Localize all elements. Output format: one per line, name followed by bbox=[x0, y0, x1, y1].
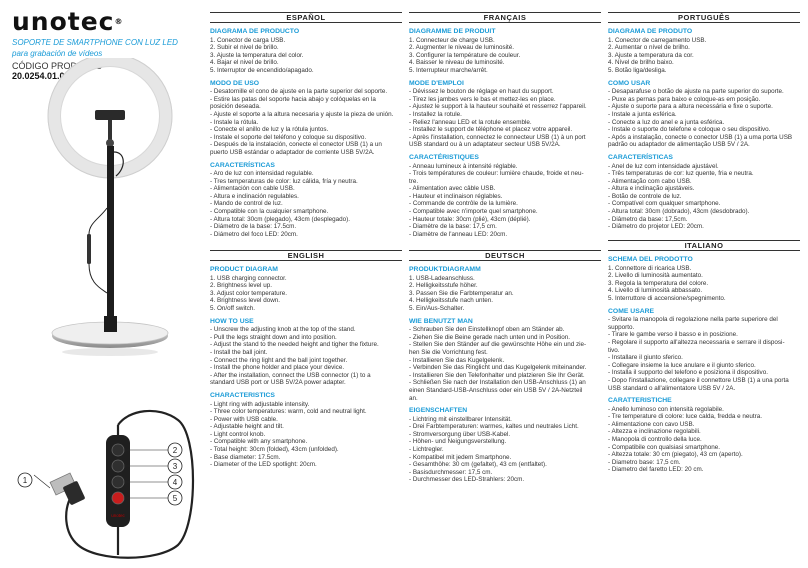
phone-holder bbox=[95, 110, 125, 120]
usage-step: - Estire las patas del soporte hacia abajo y colóquelas en la bbox=[210, 95, 376, 103]
diagram-item: 4. Livello di luminosità abbassato. bbox=[608, 287, 703, 295]
language-heading: ENGLISH bbox=[210, 250, 402, 261]
usage-step: - Ajuste el soporte a la altura necesaria y ajuste la pieza de unión. bbox=[210, 110, 394, 118]
characteristic-item: - Anello luminoso con intensità regolabile. bbox=[608, 405, 724, 413]
usage-step: posición deseada. bbox=[210, 103, 261, 111]
characteristic-item: - Diâmetro do projetor LED: 20cm. bbox=[608, 223, 704, 231]
ring-light-illustration bbox=[8, 58, 208, 370]
characteristic-item: - Three color temperatures: warm, cold and neutral light. bbox=[210, 408, 367, 416]
diagram-item: 3. Regola la temperatura del colore. bbox=[608, 279, 709, 287]
language-heading: ESPAÑOL bbox=[210, 12, 402, 23]
product-code-label: CÓDIGO PRODUCTO bbox=[12, 61, 103, 71]
characteristic-item: - Alimentation avec câble USB. bbox=[409, 185, 496, 193]
usage-heading: WIE BENUTZT MAN bbox=[409, 317, 473, 325]
usage-step: - Verbinden Sie das Ringlicht und das Kugelgelenk miteinander. bbox=[409, 364, 587, 372]
usage-step: - Connect the ring light and the ball joint together. bbox=[210, 356, 348, 364]
brand-logo: unotec® bbox=[12, 7, 124, 36]
characteristic-item: - Adjustable height and tilt. bbox=[210, 423, 284, 431]
usage-step: USB standard o all'alimentatore USB 5V / 2A. bbox=[608, 384, 736, 392]
diagram-item: 4. Brightness level down. bbox=[210, 297, 281, 305]
usage-step: - Unscrew the adjusting knob at the top of the stand. bbox=[210, 326, 356, 334]
cable-remote bbox=[87, 234, 91, 264]
stand-pole bbox=[107, 146, 114, 322]
characteristic-item: - Diámetro de la base: 17.5cm. bbox=[210, 223, 297, 231]
usage-step: - Ziehen Sie die Beine gerade nach unten und in Position. bbox=[409, 333, 571, 341]
characteristics-heading: CARACTERÍSTICAS bbox=[608, 153, 673, 161]
characteristic-item: - Alimentazione con cavo USB. bbox=[608, 420, 695, 428]
characteristic-item: - Hauteur totale: 30cm (plié), 43cm (déplié). bbox=[409, 215, 531, 223]
diagram-item: 5. Ein/Aus-Schalter. bbox=[409, 304, 465, 312]
usage-heading: COMO USAR bbox=[608, 79, 651, 87]
diagram-item: 5. On/off switch. bbox=[210, 304, 256, 312]
callout-1 bbox=[18, 473, 32, 487]
usage-step: einen Standard-USB-Anschluss oder ein USB 5V / 2A-Netzteil bbox=[409, 386, 583, 394]
svg-text:2: 2 bbox=[172, 446, 178, 455]
diagram-item: 3. Passen Sie die Farbtemperatur an. bbox=[409, 289, 514, 297]
usage-step: - Conecte el anillo de luz y la rótula juntos. bbox=[210, 126, 329, 134]
characteristic-item: - Altezza totale: 30 cm (piegato), 43 cm (aperto). bbox=[608, 451, 743, 459]
diagram-item: 1. Conector de carregamento USB. bbox=[608, 36, 707, 44]
usage-step: - Collegare insieme la luce anulare e il giunto sferico. bbox=[608, 361, 756, 369]
usage-step: - Puxe as pernas para baixo e coloque-as em posição. bbox=[608, 95, 761, 103]
usage-heading: MODE D'EMPLOI bbox=[409, 79, 464, 87]
diagram-item: 4. Bajar el nivel de brillo. bbox=[210, 59, 279, 67]
usage-step: - Instale a junta esférica. bbox=[608, 110, 677, 118]
characteristic-item: - Anel de luz com intensidade ajustável. bbox=[608, 162, 719, 170]
usage-step: - Stellen Sie den Ständer auf die gewünschte Höhe ein und zie- bbox=[409, 341, 587, 349]
diagram-heading: PRODUKTDIAGRAMM bbox=[409, 266, 481, 273]
usage-step: - Schrauben Sie den Einstellknopf oben am Ständer ab. bbox=[409, 326, 565, 334]
diagram-item: 4. Baisser le niveau de luminosité. bbox=[409, 59, 505, 67]
callout-4 bbox=[168, 475, 182, 489]
section-francais bbox=[409, 12, 601, 238]
characteristic-item: - Diamètre de l'anneau LED: 20cm. bbox=[409, 230, 508, 238]
diagram-item: 5. Interruttore di accensione/spegnimento. bbox=[608, 294, 726, 302]
characteristic-item: - Durchmesser des LED-Strahlers: 20cm. bbox=[409, 476, 525, 484]
characteristic-item: - Gesamthöhe: 30 cm (gefaltet), 43 cm (entfaltet). bbox=[409, 461, 547, 469]
diagram-item: 1. USB charging connector. bbox=[210, 274, 287, 282]
characteristics-heading: CARACTERÍSTICAS bbox=[210, 161, 275, 169]
usage-step: USB standard ou à un adaptateur secteur USB 5V/2A. bbox=[409, 141, 561, 149]
usage-step: - Installez le support de téléphone et placez votre appareil. bbox=[409, 126, 573, 134]
product-subtitle: SOPORTE DE SMARTPHONE CON LUZ LED bbox=[12, 38, 178, 47]
characteristics-heading: CARATTERISTICHE bbox=[608, 397, 672, 405]
characteristic-item: - Stromversorgung über USB-Kabel. bbox=[409, 430, 511, 438]
characteristic-item: - Alimentación con cable USB. bbox=[210, 185, 295, 193]
diagram-heading: DIAGRAMME DE PRODUIT bbox=[409, 28, 496, 35]
characteristic-item: - Aro de luz con intensidad regulable. bbox=[210, 170, 314, 178]
svg-text:4: 4 bbox=[172, 478, 178, 487]
product-subtitle-2: para grabación de vídeos bbox=[12, 49, 103, 58]
characteristic-item: - Light control knob. bbox=[210, 430, 266, 438]
characteristic-item: - Alimentação com cabo USB. bbox=[608, 177, 692, 185]
characteristic-item: - Mando de control de luz. bbox=[210, 200, 283, 208]
characteristics-heading: CHARACTERISTICS bbox=[210, 391, 275, 399]
svg-text:5: 5 bbox=[172, 494, 178, 503]
usage-step: - Installare il giunto sferico. bbox=[608, 354, 683, 362]
diagram-item: 5. Botão liga/desliga. bbox=[608, 66, 667, 74]
characteristic-item: tre. bbox=[409, 177, 419, 185]
diagram-item: 5. Interruptor de encendido/apagado. bbox=[210, 66, 314, 74]
usage-step: - Install the ball joint. bbox=[210, 348, 268, 356]
characteristic-item: - Compatível com qualquer smartphone. bbox=[608, 200, 721, 208]
usage-step: - Pull the legs straight down and into position. bbox=[210, 333, 337, 341]
usage-step: padrão ou adaptador de alimentação USB 5V / 2A. bbox=[608, 141, 750, 149]
characteristic-item: - Tres temperaturas de color: luz cálida, fría y neutra. bbox=[210, 177, 358, 185]
language-heading: FRANÇAIS bbox=[409, 12, 601, 23]
usage-step: - Installieren Sie das Kugelgelenk. bbox=[409, 356, 505, 364]
product-code: 20.0254.01.00 bbox=[12, 71, 70, 81]
usage-step: - Ajustez le support à la hauteur souhaité et resserrez l'appareil. bbox=[409, 103, 587, 111]
usage-step: - Install the phone holder and place your device. bbox=[210, 364, 345, 372]
characteristic-item: - Altura e inclinación regulables. bbox=[210, 192, 299, 200]
characteristic-item: - Compatible con la cualquier smartphone. bbox=[210, 208, 329, 216]
characteristic-item: - Diâmetro da base: 17,5cm. bbox=[608, 215, 688, 223]
diagram-item: 2. Subir el nivel de brillo. bbox=[210, 44, 279, 52]
diagram-heading: DIAGRAMA DE PRODUCTO bbox=[210, 28, 300, 35]
usage-step: - Ajuste o suporte para a altura necessária e fixe o suporte. bbox=[608, 103, 773, 111]
usage-heading: MODO DE USO bbox=[210, 79, 260, 87]
diagram-item: 2. Augmenter le niveau de luminosité. bbox=[409, 44, 515, 52]
usage-step: supporto. bbox=[608, 323, 635, 331]
characteristic-item: - Höhen- und Neigungsverstellung. bbox=[409, 438, 507, 446]
characteristic-item: - Lichtring mit einstellbarer Intensität. bbox=[409, 415, 512, 423]
usage-step: - Desatornille el cono de ajuste en la parte superior del soporte. bbox=[210, 88, 388, 96]
characteristic-item: - Base diameter: 17.5cm. bbox=[210, 453, 281, 461]
characteristic-item: - Diamètre de la base: 17,5 cm. bbox=[409, 223, 497, 231]
characteristic-item: - Kompatibel mit jedem Smartphone. bbox=[409, 453, 512, 461]
characteristic-item: - Compatibile con qualsiasi smartphone. bbox=[608, 443, 721, 451]
characteristic-item: - Diametro base: 17,5 cm. bbox=[608, 458, 681, 466]
diagram-item: 1. Connettore di ricarica USB. bbox=[608, 264, 692, 272]
characteristic-item: - Compatible avec n'importe quel smartphone. bbox=[409, 208, 538, 216]
usage-step: standard USB port or USB 5V/2A power adapter. bbox=[210, 379, 346, 387]
usage-step: puerto USB estándar o adaptador de corriente USB 5V/2A. bbox=[210, 148, 375, 156]
characteristic-item: - Total height: 30cm (folded), 43cm (unfolded). bbox=[210, 446, 339, 454]
diagram-item: 3. Ajuste a temperatura da cor. bbox=[608, 51, 694, 59]
usage-step: - Después de la instalación, conecte el conector USB (1) a un bbox=[210, 141, 382, 149]
characteristic-item: - Commande de contrôle de la lumière. bbox=[409, 200, 518, 208]
usage-step: tivo. bbox=[608, 346, 620, 354]
usage-step: - Instale la rótula. bbox=[210, 118, 259, 126]
characteristics-heading: CARACTÉRISTIQUES bbox=[409, 153, 479, 161]
characteristic-item: - Trois températures de couleur: lumière chaude, froide et neu- bbox=[409, 170, 584, 178]
svg-text:1: 1 bbox=[22, 476, 28, 485]
usage-heading: COME USARE bbox=[608, 307, 655, 315]
diagram-heading: SCHEMA DEL PRODOTTO bbox=[608, 256, 693, 263]
callout-5 bbox=[168, 491, 182, 505]
language-heading: DEUTSCH bbox=[409, 250, 601, 261]
diagram-heading: DIAGRAMA DE PRODUTO bbox=[608, 28, 693, 35]
usage-step: - Installieren Sie den Telefonhalter und platzieren Sie Ihr Gerät. bbox=[409, 371, 585, 379]
usage-step: - Tirez les jambes vers le bas et mettez-les en place. bbox=[409, 95, 556, 103]
characteristic-item: - Botão de controle de luz. bbox=[608, 192, 682, 200]
diagram-item: 2. Livello di luminosità aumentato. bbox=[608, 272, 703, 280]
characteristic-item: - Anneau lumineux à intensité réglable. bbox=[409, 162, 518, 170]
diagram-item: 1. Conector de carga USB. bbox=[210, 36, 286, 44]
characteristic-item: - Altezza e inclinazione regolabili. bbox=[608, 428, 701, 436]
section-portugues bbox=[608, 12, 800, 231]
diagram-item: 2. Aumentar o nível de brilho. bbox=[608, 44, 690, 52]
usage-step: - Adjust the stand to the needed height and tigher the fixture. bbox=[210, 341, 379, 349]
svg-text:3: 3 bbox=[172, 462, 178, 471]
characteristic-item: - Drei Farbtemperaturen: warmes, kaltes und neutrales Licht. bbox=[409, 423, 579, 431]
characteristic-item: - Hauteur et inclinaison réglables. bbox=[409, 192, 503, 200]
diagram-item: 4. Nível de brilho baixo. bbox=[608, 59, 674, 67]
usage-step: - Tirare le gambe verso il basso e in posizione. bbox=[608, 331, 738, 339]
diagram-item: 5. Interrupteur marche/arrêt. bbox=[409, 66, 488, 74]
characteristic-item: - Diámetro del foco LED: 20cm. bbox=[210, 230, 298, 238]
diagram-heading: PRODUCT DIAGRAM bbox=[210, 266, 278, 273]
characteristics-heading: EIGENSCHAFTEN bbox=[409, 407, 468, 415]
remote-brand-label: unotec bbox=[111, 513, 125, 518]
diagram-item: 2. Helligkeitsstufe höher. bbox=[409, 282, 478, 290]
characteristic-item: - Manopola di controllo della luce. bbox=[608, 436, 702, 444]
usage-step: an. bbox=[409, 394, 418, 402]
language-heading: ITALIANO bbox=[608, 240, 800, 251]
usage-step: - Schließen Sie nach der Installation den USB-Anschluss (1) an bbox=[409, 379, 586, 387]
characteristic-item: - Três temperaturas de cor: luz quente, fria e neutra. bbox=[608, 170, 754, 178]
characteristic-item: - Power with USB cable. bbox=[210, 415, 278, 423]
diagram-item: 3. Adjust color temperature. bbox=[210, 289, 288, 297]
section-espanol bbox=[210, 12, 402, 238]
section-deutsch bbox=[409, 250, 601, 484]
usage-step: - Instale el soporte del teléfono y coloque su dispositivo. bbox=[210, 133, 367, 141]
usage-step: - Após a instalação, conecte o conector USB (1) a uma porta USB bbox=[608, 133, 793, 141]
usage-step: - Reliez l'anneau LED et la rotule ensemble. bbox=[409, 118, 532, 126]
usage-step: - Regolare il supporto all'altezza necessaria e serrare il disposi- bbox=[608, 338, 785, 346]
usage-step: - Instale o suporte do telefone e coloque o seu dispositivo. bbox=[608, 126, 771, 134]
section-english bbox=[210, 250, 402, 469]
diagram-item: 2. Brightness level up. bbox=[210, 282, 272, 290]
language-heading: PORTUGUÊS bbox=[608, 12, 800, 23]
usage-step: - After the installation, connect the USB connector (1) to a bbox=[210, 371, 371, 379]
diagram-item: 3. Ajuste la temperatura del color. bbox=[210, 51, 304, 59]
usage-step: - Installez la rotule. bbox=[409, 110, 462, 118]
usage-step: - Installa il supporto del telefono e posiziona il dispositivo. bbox=[608, 369, 768, 377]
characteristic-item: - Altura total: 30cm (plegado), 43cm (desplegado). bbox=[210, 215, 351, 223]
usage-step: - Svitare la manopola di regolazione nella parte superiore del bbox=[608, 316, 778, 324]
usage-step: - Après l'installation, connectez le connecteur USB (1) à un port bbox=[409, 133, 586, 141]
usb-connector bbox=[50, 473, 85, 505]
callout-3 bbox=[168, 459, 182, 473]
section-italiano bbox=[608, 240, 800, 474]
usage-step: - Conecte a luz do anel e a junta esférica. bbox=[608, 118, 725, 126]
diagram-item: 4. Helligkeitsstufe nach unten. bbox=[409, 297, 494, 305]
diagram-item: 1. Connecteur de charge USB. bbox=[409, 36, 495, 44]
usage-step: - Dopo l'installazione, collegare il connettore USB (1) a una porta bbox=[608, 376, 789, 384]
diagram-item: 1. USB-Ladeanschluss. bbox=[409, 274, 475, 282]
characteristic-item: - Basisdurchmesser: 17,5 cm. bbox=[409, 468, 493, 476]
characteristic-item: - Diametro del faretto LED: 20 cm. bbox=[608, 466, 704, 474]
usage-step: hen Sie die Vorrichtung fest. bbox=[409, 348, 488, 356]
usage-step: - Dévissez le bouton de réglage en haut du support. bbox=[409, 88, 554, 96]
remote-cable-illustration bbox=[8, 405, 204, 567]
characteristic-item: - Diameter of the LED spotlight: 20cm. bbox=[210, 461, 317, 469]
characteristic-item: - Light ring with adjustable intensity. bbox=[210, 400, 310, 408]
characteristic-item: - Tre temperature di colore: luce calda, fredda e neutra. bbox=[608, 413, 763, 421]
characteristic-item: - Altura total: 30cm (dobrado), 43cm (desdobrado). bbox=[608, 208, 750, 216]
characteristic-item: - Compatible with any smartphone. bbox=[210, 438, 308, 446]
characteristic-item: - Lichtregler. bbox=[409, 446, 444, 454]
callout-2 bbox=[168, 443, 182, 457]
characteristic-item: - Altura e inclinação ajustáveis. bbox=[608, 185, 695, 193]
diagram-item: 3. Configurer la température de couleur. bbox=[409, 51, 521, 59]
usage-step: - Desaparafuse o botão de ajuste na parte superior do suporte. bbox=[608, 88, 784, 96]
usage-heading: HOW TO USE bbox=[210, 317, 254, 325]
